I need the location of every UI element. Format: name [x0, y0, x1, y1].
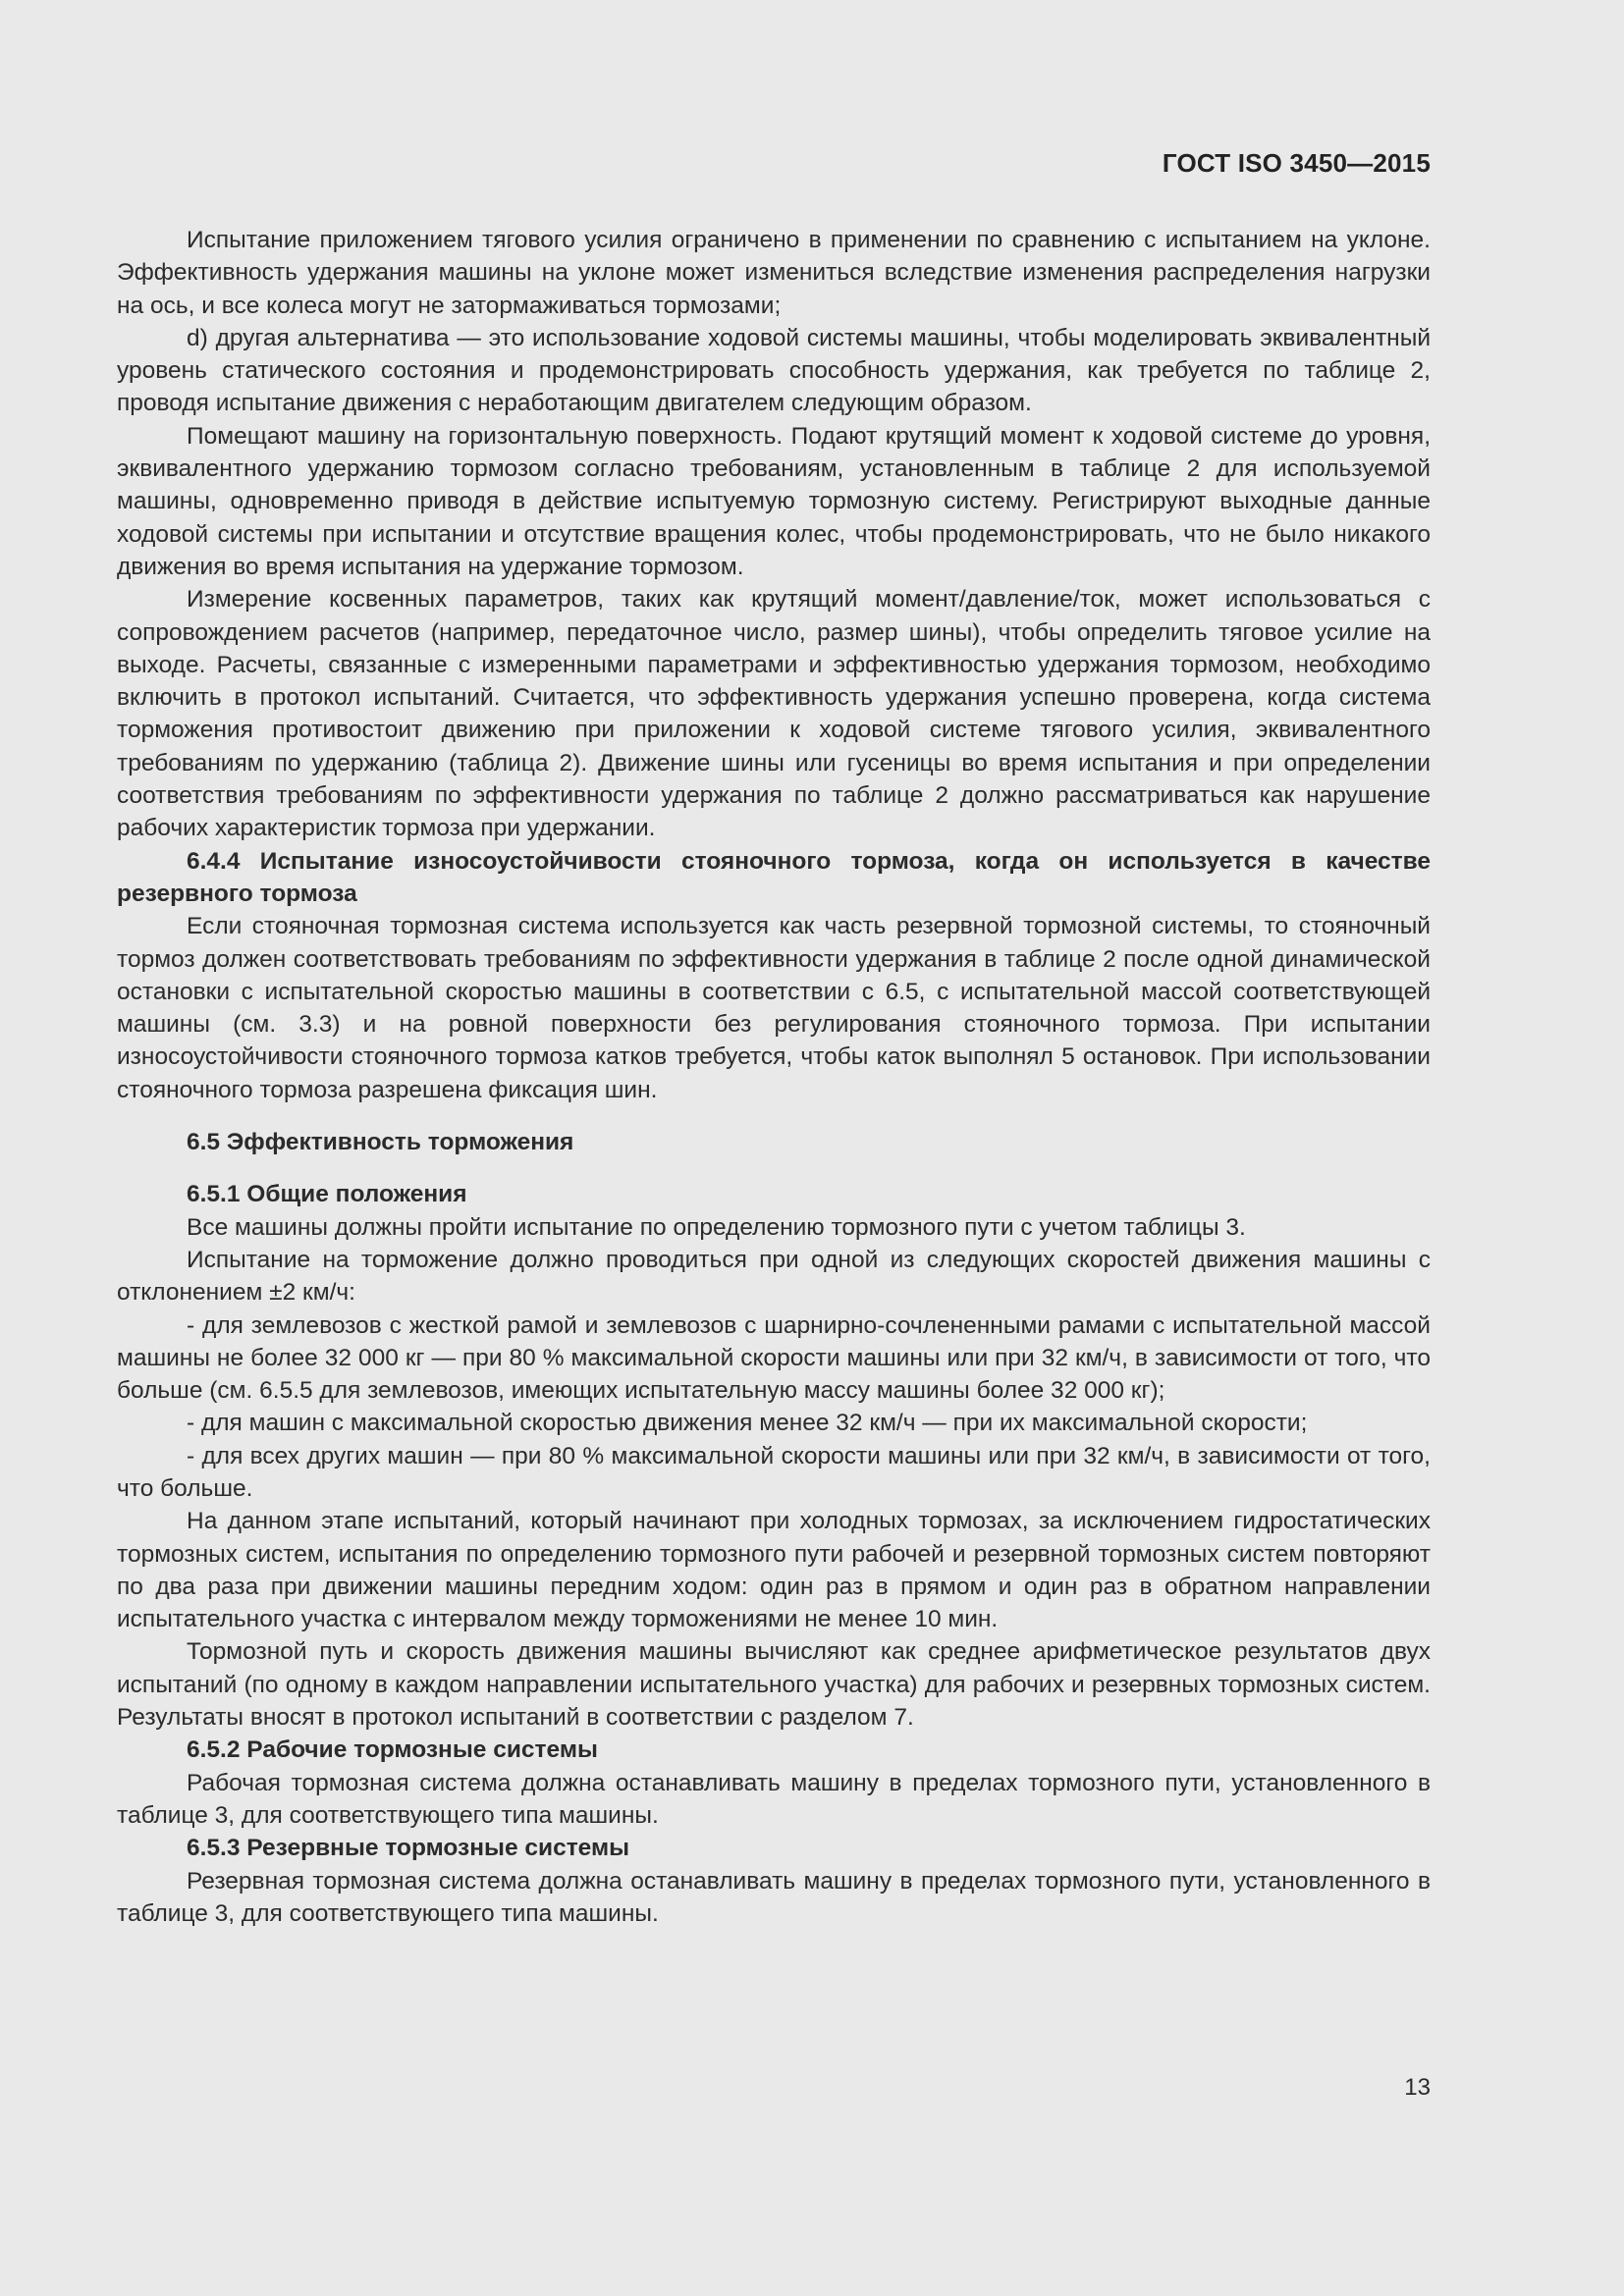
- paragraph: Резервная тормозная система должна останавливать машину в пределах тормозного пути, установленного в таблице 3, для соответствующего типа машины.: [117, 1867, 1431, 1927]
- paragraph: Измерение косвенных параметров, таких как крутящий момент/давление/ток, может использоваться с сопровождением расчетов (например, передаточное число, размер шины), чтобы определить тяговое усилие на выходе. Расчеты, связанные с измеренными параметрами и эффективностью удержания тормозом, необходимо включить в протокол испытаний. Считается, что эффективность удержания успешно проверена, когда система торможения противостоит движению при приложении к ходовой системе тягового усилия, эквивалентного требованиям по удержанию (таблица 2). Движение шины или гусеницы во время испытания и при определении соответствия требованиям по эффективности удержания по таблице 2 должно рассматриваться как нарушение рабочих характеристик тормоза при удержании.: [117, 586, 1431, 842]
- paragraph: Помещают машину на горизонтальную поверхность. Подают крутящий момент к ходовой системе до уровня, эквивалентного удержанию тормозом согласно требованиям, установленным в таблице 2 для используемой машины, одновременно приводя в действие испытуемую тормозную систему. Регистрируют выходные данные ходовой системы при испытании и отсутствие вращения колес, чтобы продемонстрировать, что не было никакого движения во время испытания на удержание тормозом.: [117, 422, 1431, 580]
- paragraph: Тормозной путь и скорость движения машины вычисляют как среднее арифметическое результатов двух испытаний (по одному в каждом направлении испытательного участка) для рабочих и резервных тормозных систем. Результаты вносят в протокол испытаний в соответствии с разделом 7.: [117, 1638, 1431, 1732]
- paragraph: Рабочая тормозная система должна останавливать машину в пределах тормозного пути, установленного в таблице 3, для соответствующего типа машины.: [117, 1769, 1431, 1829]
- paragraph: На данном этапе испытаний, который начинают при холодных тормозах, за исключением гидростатических тормозных систем, испытания по определению тормозного пути рабочей и резервной тормозных систем повторяют по два раза при движении машины передним ходом: один раз в прямом и один раз в обратном направлении испытательного участка с интервалом между торможениями не менее 10 мин.: [117, 1508, 1431, 1633]
- section-heading-6-5-2: 6.5.2 Рабочие тормозные системы: [187, 1736, 598, 1764]
- section-heading-6-5: 6.5 Эффективность торможения: [187, 1129, 574, 1156]
- section-heading-6-5-1: 6.5.1 Общие положения: [187, 1181, 467, 1208]
- section-heading-6-4-4: 6.4.4 Испытание износоустойчивости стояночного тормоза, когда он используется в качестве резервного тормоза: [117, 847, 1431, 907]
- paragraph: Испытание на торможение должно проводиться при одной из следующих скоростей движения машины с отклонением ±2 км/ч:: [117, 1246, 1431, 1307]
- document-header-code: ГОСТ ISO 3450—2015: [1162, 148, 1431, 178]
- list-item: - для машин с максимальной скоростью движения менее 32 км/ч — при их максимальной скорости;: [187, 1410, 1308, 1437]
- list-item: - для всех других машин — при 80 % максимальной скорости машины или при 32 км/ч, в зависимости от того, что больше.: [117, 1442, 1431, 1502]
- paragraph: Если стояночная тормозная система используется как часть резервной тормозной системы, то стояночный тормоз должен соответствовать требованиям по эффективности удержания в таблице 2 после одной динамической остановки с испытательной скоростью машины в соответствии с 6.5, с испытательной массой соответствующей машины (см. 3.3) и на ровной поверхности без регулирования стояночного тормоза. При испытании износоустойчивости стояночного тормоза катков требуется, чтобы каток выполнял 5 остановок. При использовании стояночного тормоза разрешена фиксация шин.: [117, 913, 1431, 1103]
- list-item: - для землевозов с жесткой рамой и землевозов с шарнирно-сочлененными рамами с испытательной массой машины не более 32 000 кг — при 80 % максимальной скорости машины или при 32 км/ч, в зависимости от того, что больше (см. 6.5.5 для землевозов, имеющих испытательную массу машины более 32 000 кг);: [117, 1311, 1431, 1405]
- section-heading-6-5-3: 6.5.3 Резервные тормозные системы: [187, 1835, 630, 1862]
- page-number: 13: [1404, 2074, 1431, 2101]
- paragraph: Испытание приложением тягового усилия ограничено в применении по сравнению с испытанием на уклоне. Эффективность удержания машины на уклоне может измениться вследствие изменения распределения нагрузки на ось, и все колеса могут не затормаживаться тормозами;: [117, 227, 1431, 319]
- document-body: [117, 224, 1431, 1930]
- paragraph: Все машины должны пройти испытание по определению тормозного пути с учетом таблицы 3.: [187, 1213, 1246, 1241]
- paragraph: d) другая альтернатива — это использование ходовой системы машины, чтобы моделировать эквивалентный уровень статического состояния и продемонстрировать способность удержания, как требуется по таблице 2, проводя испытание движения с неработающим двигателем следующим образом.: [117, 324, 1431, 417]
